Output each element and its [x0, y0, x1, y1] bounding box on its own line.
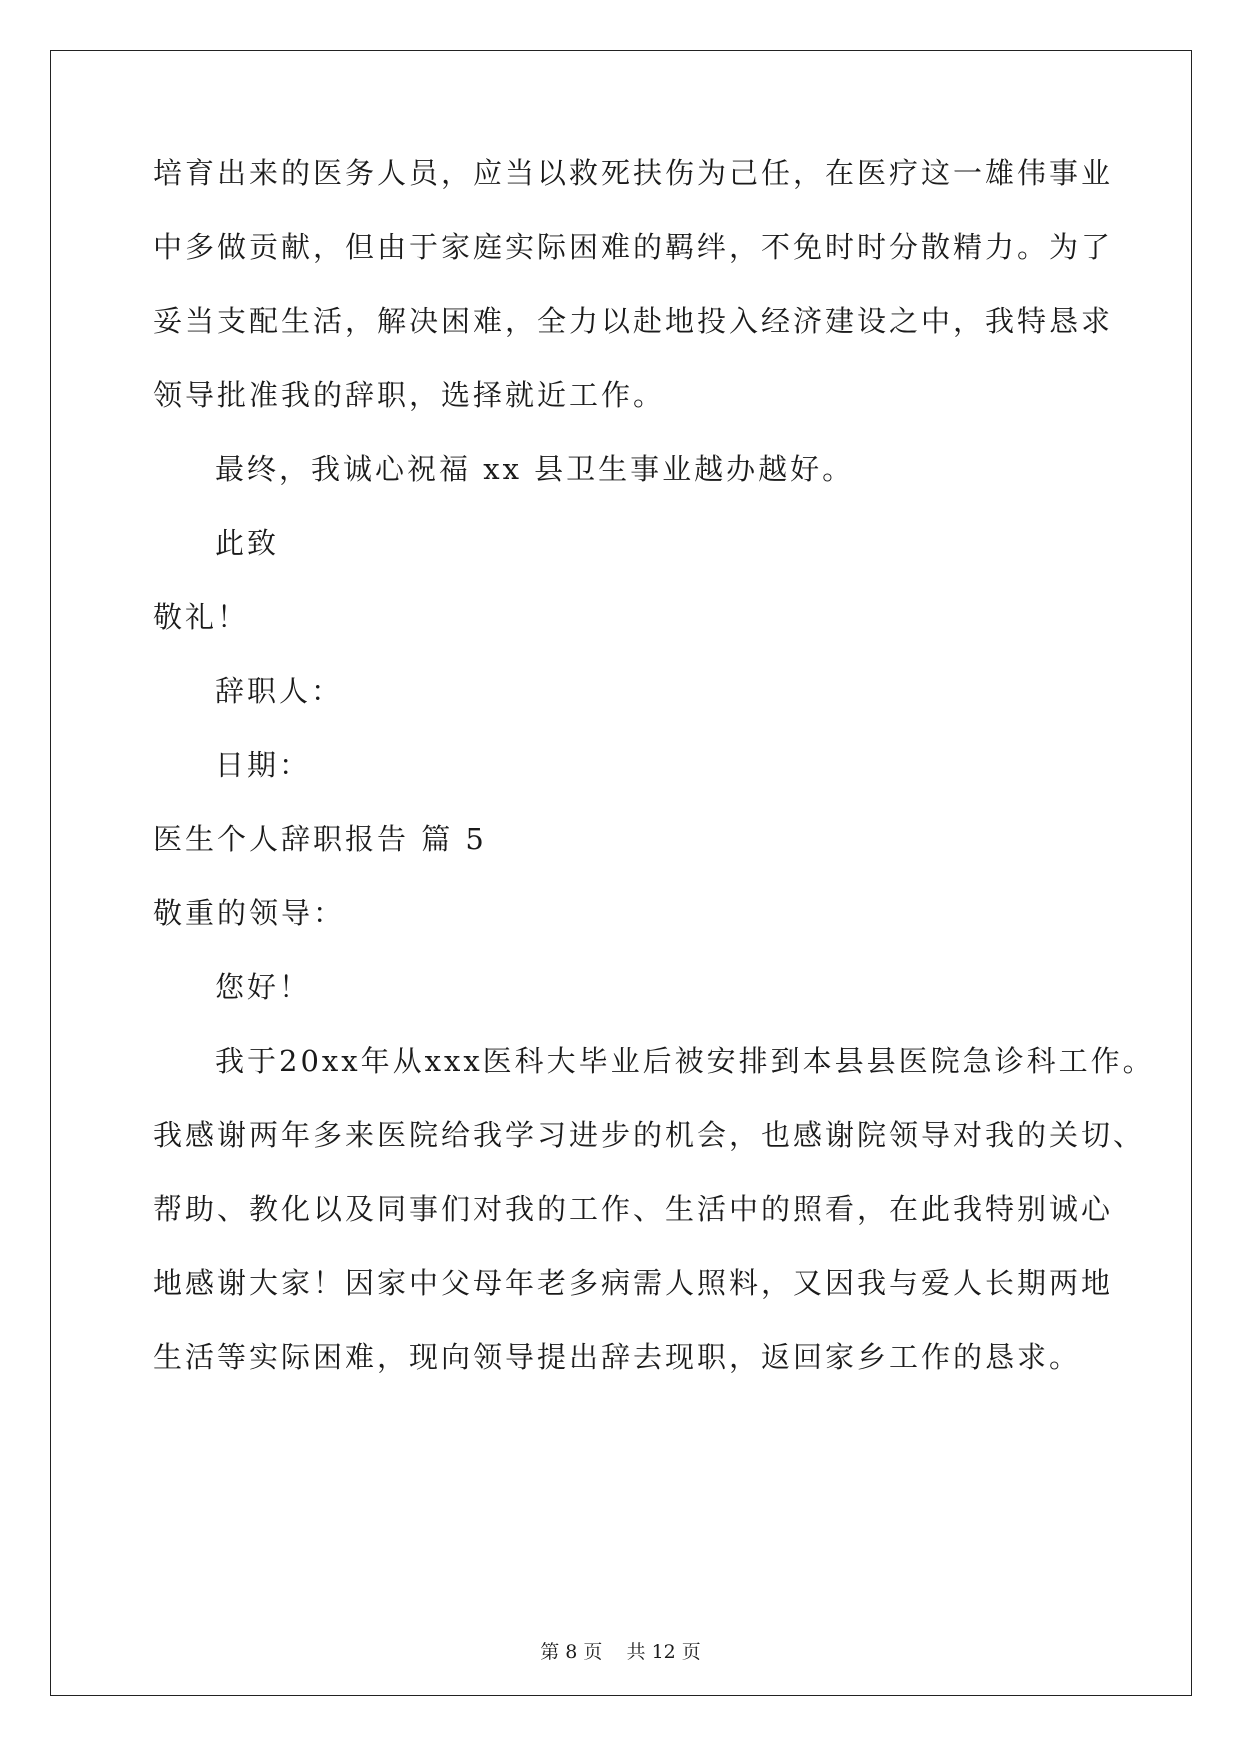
body-line-7: 帮助、教化以及同事们对我的工作、生活中的照看，在此我特别诚心 — [153, 1192, 1114, 1226]
salutation-jingli: 敬礼！ — [153, 600, 250, 634]
section-heading: 医生个人辞职报告 篇 5 — [153, 822, 487, 856]
date-label: 日期： — [215, 748, 312, 782]
body-line-2: 中多做贡献，但由于家庭实际困难的羁绊，不免时时分散精力。为了 — [153, 230, 1114, 264]
body-line-1: 培育出来的医务人员，应当以救死扶伤为己任，在医疗这一雄伟事业 — [153, 156, 1114, 190]
closing-wish: 最终，我诚心祝福 xx 县卫生事业越办越好。 — [215, 452, 855, 486]
page-number-footer: 第 8 页 共 12 页 — [540, 1641, 701, 1663]
body-line-3: 妥当支配生活，解决困难，全力以赴地投入经济建设之中，我特恳求 — [153, 304, 1114, 338]
body-line-4: 领导批准我的辞职，选择就近工作。 — [153, 378, 666, 412]
body-line-8: 地感谢大家！因家中父母年老多病需人照料，又因我与爱人长期两地 — [153, 1266, 1114, 1300]
salutation-cizhi: 此致 — [215, 526, 280, 560]
page-frame — [50, 50, 1192, 1696]
body-line-5: 我于20xx年从xxx医科大毕业后被安排到本县县医院急诊科工作。 — [215, 1044, 1155, 1078]
addressee: 敬重的领导： — [153, 896, 346, 930]
signer-label: 辞职人： — [215, 674, 344, 708]
greeting: 您好！ — [215, 970, 312, 1004]
body-line-9: 生活等实际困难，现向领导提出辞去现职，返回家乡工作的恳求。 — [153, 1340, 1082, 1374]
body-line-6: 我感谢两年多来医院给我学习进步的机会，也感谢院领导对我的关切、 — [153, 1118, 1146, 1152]
